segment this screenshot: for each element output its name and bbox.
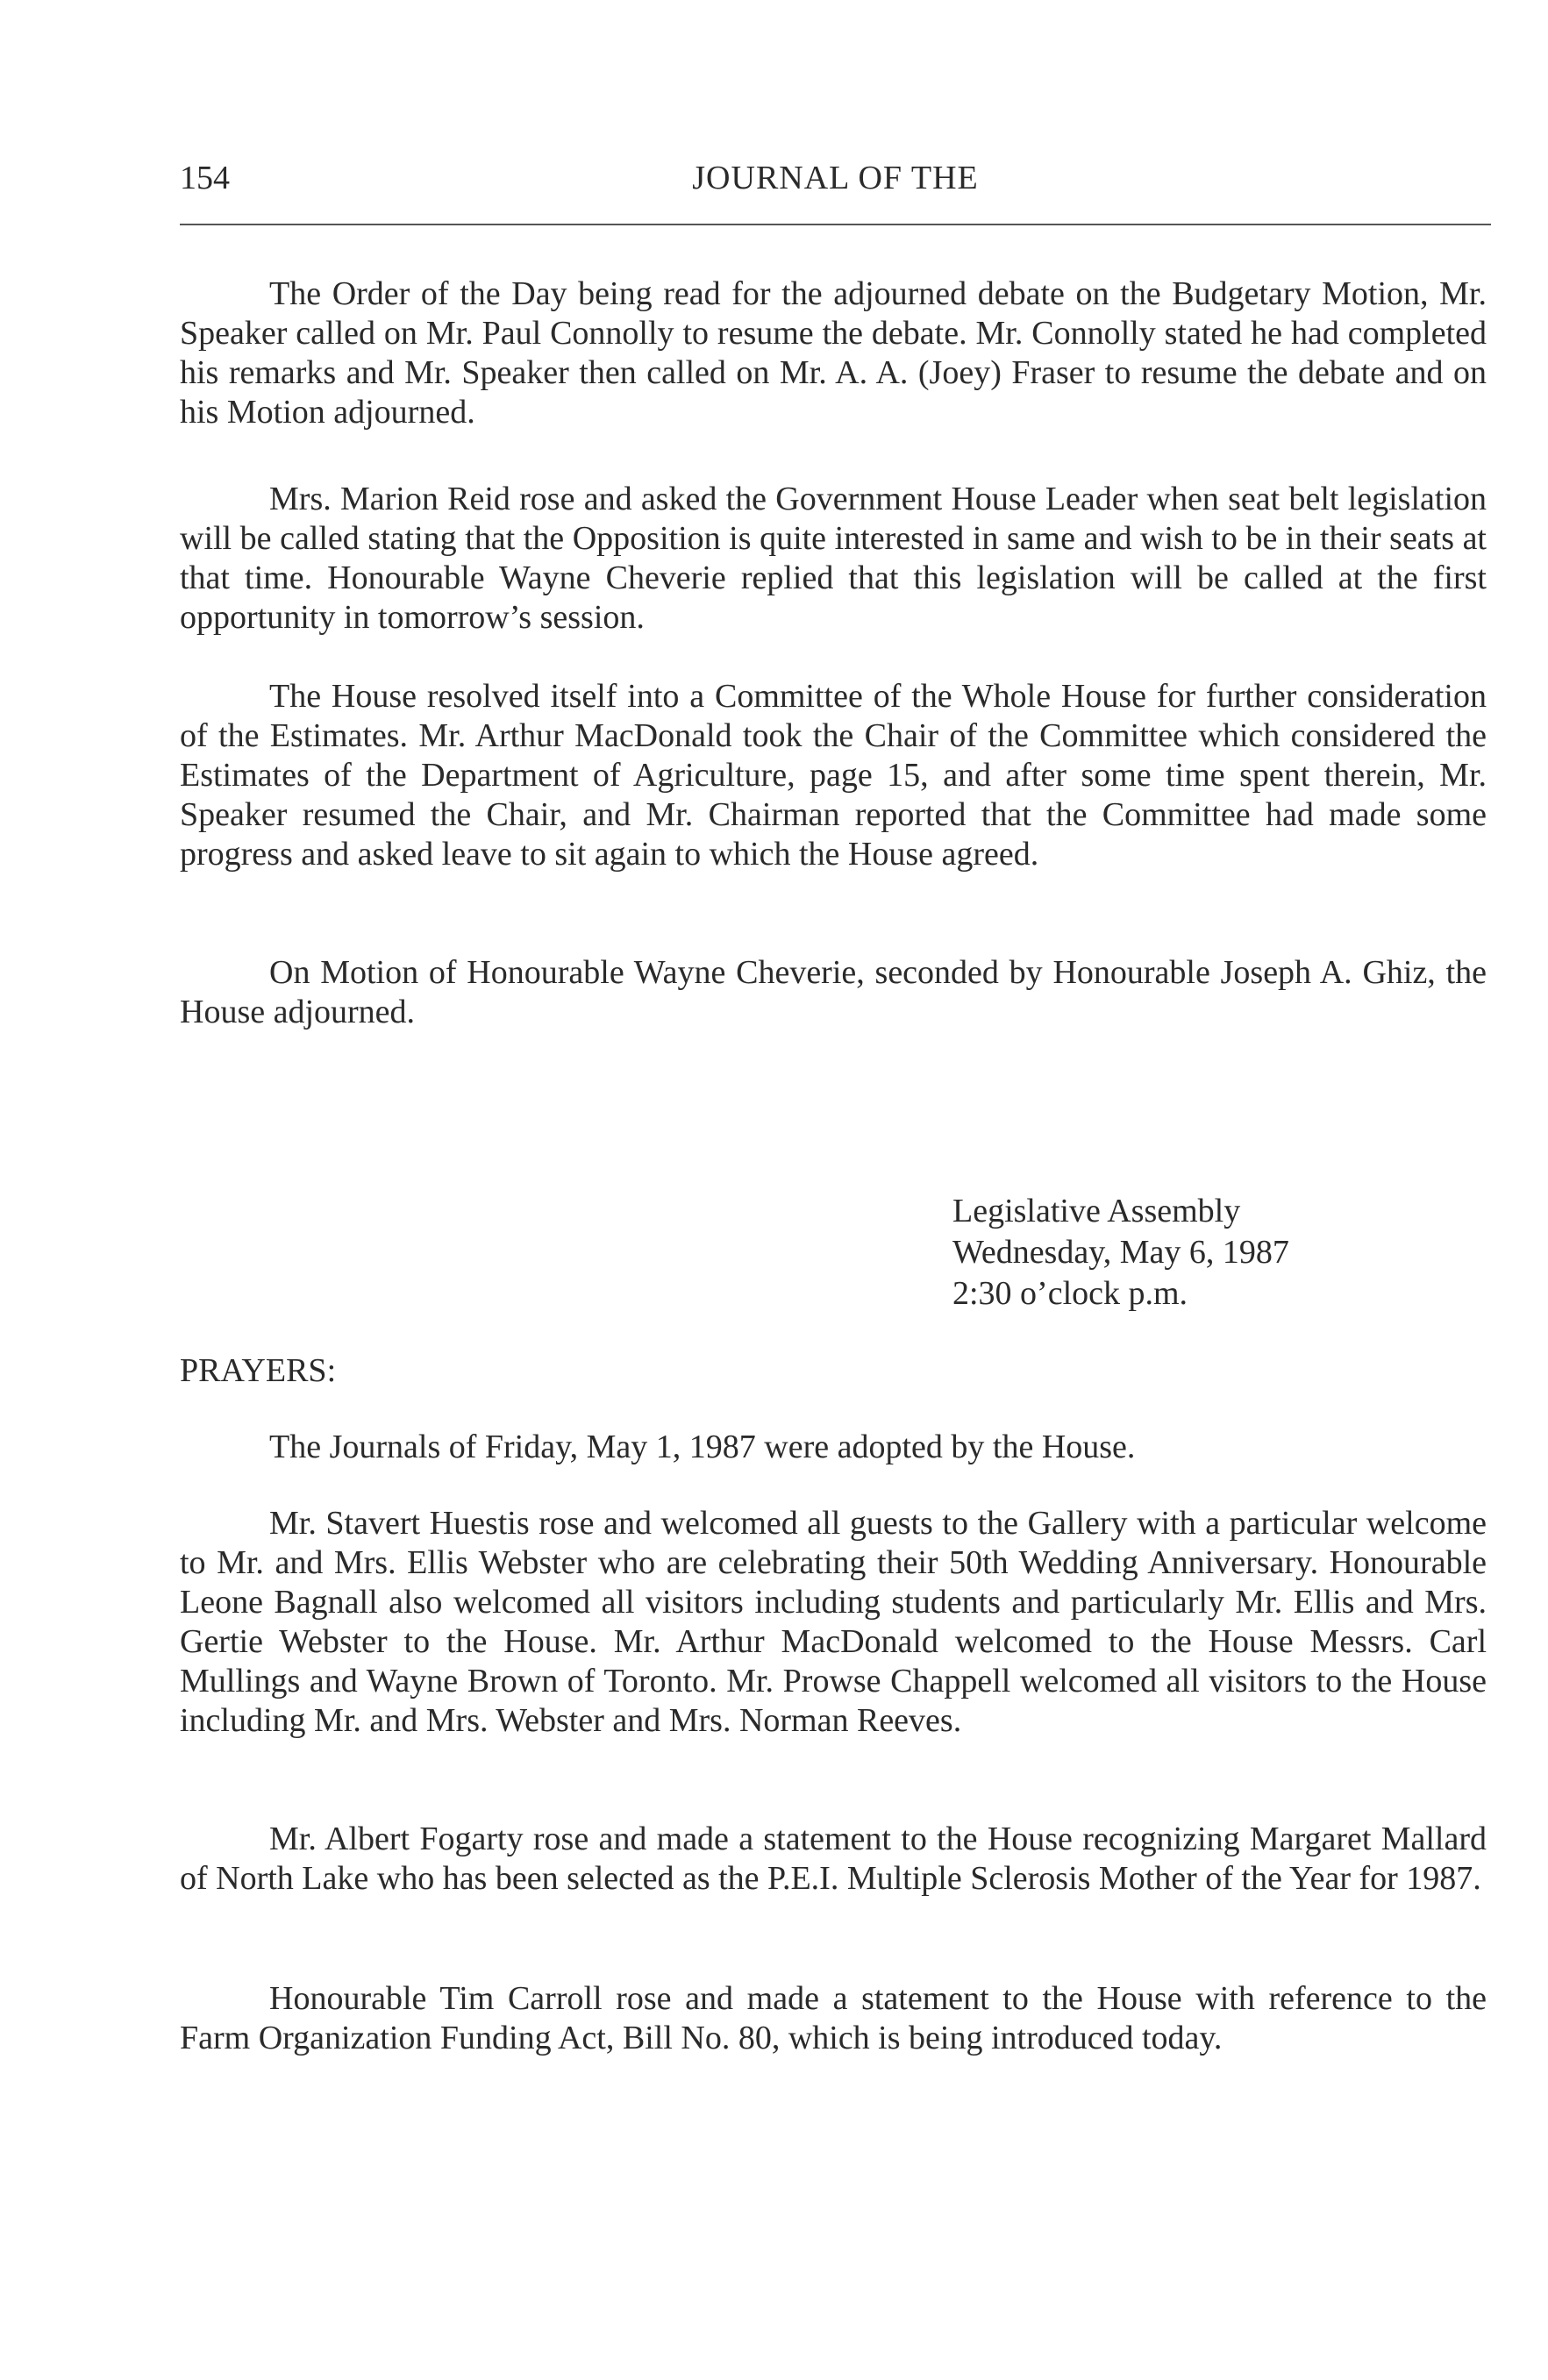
paragraph-budget-debate: The Order of the Day being read for the adjourned debate on the Budgetary Motion, Mr. Speaker called on Mr. Paul Connolly to resume the debate. Mr. Connolly stated he had completed his remarks and Mr. Speaker then called on Mr. A. A. (Joey) Fraser to resume the debate and on his Motion adjourned. (180, 275, 1487, 431)
header-rule (180, 224, 1491, 225)
running-title: JOURNAL OF THE (692, 160, 979, 196)
dateline-date: Wednesday, May 6, 1987 (952, 1234, 1289, 1271)
paragraph-house-adjourned: On Motion of Honourable Wayne Cheverie, seconded by Honourable Joseph A. Ghiz, the House adjourned. (180, 954, 1487, 1030)
paragraph-ms-mother-statement: Mr. Albert Fogarty rose and made a statement to the House recognizing Margaret Mallard of North Lake who has been selected as the P.E.I. Multiple Sclerosis Mother of the Year for 1987. (180, 1821, 1487, 1897)
prayers-heading: PRAYERS: (180, 1352, 337, 1389)
sitting-dateline (952, 1191, 1289, 1315)
paragraph-farm-funding-act: Honourable Tim Carroll rose and made a statement to the House with reference to the Farm Organization Funding Act, Bill No. 80, which is being introduced today. (180, 1980, 1487, 2056)
paragraph-gallery-welcomes: Mr. Stavert Huestis rose and welcomed all guests to the Gallery with a particular welcome to Mr. and Mrs. Ellis Webster who are celebrating their 50th Wedding Anniversary. Honourable Leone Bagnall also welcomed all visitors including students and particularly Mr. Ellis and Mrs. Gertie Webster to the House. Mr. Arthur MacDonald welcomed to the House Messrs. Carl Mullings and Wayne Brown of Toronto. Mr. Prowse Chappell welcomed all visitors to the House including Mr. and Mrs. Webster and Mrs. Norman Reeves. (180, 1505, 1487, 1739)
paragraph-committee-estimates: The House resolved itself into a Committee of the Whole House for further consideration of the Estimates. Mr. Arthur MacDonald took the Chair of the Committee which considered the Estimates of the Department of Agriculture, page 15, and after some time spent therein, Mr. Speaker resumed the Chair, and Mr. Chairman reported that the Committee had made some progress and asked leave to sit again to which the House agreed. (180, 678, 1487, 873)
paragraph-journals-adopted: The Journals of Friday, May 1, 1987 were adopted by the House. (269, 1429, 1136, 1465)
dateline-time: 2:30 o’clock p.m. (952, 1275, 1188, 1312)
page-number: 154 (180, 160, 230, 196)
page-header (180, 156, 1491, 200)
dateline-assembly: Legislative Assembly (952, 1193, 1241, 1229)
paragraph-seat-belt-legislation: Mrs. Marion Reid rose and asked the Government House Leader when seat belt legislation will be called stating that the Opposition is quite interested in same and wish to be in their seats at that time. Honourable Wayne Cheverie replied that this legislation will be called at the first opportunity in tomorrow’s session. (180, 481, 1487, 636)
